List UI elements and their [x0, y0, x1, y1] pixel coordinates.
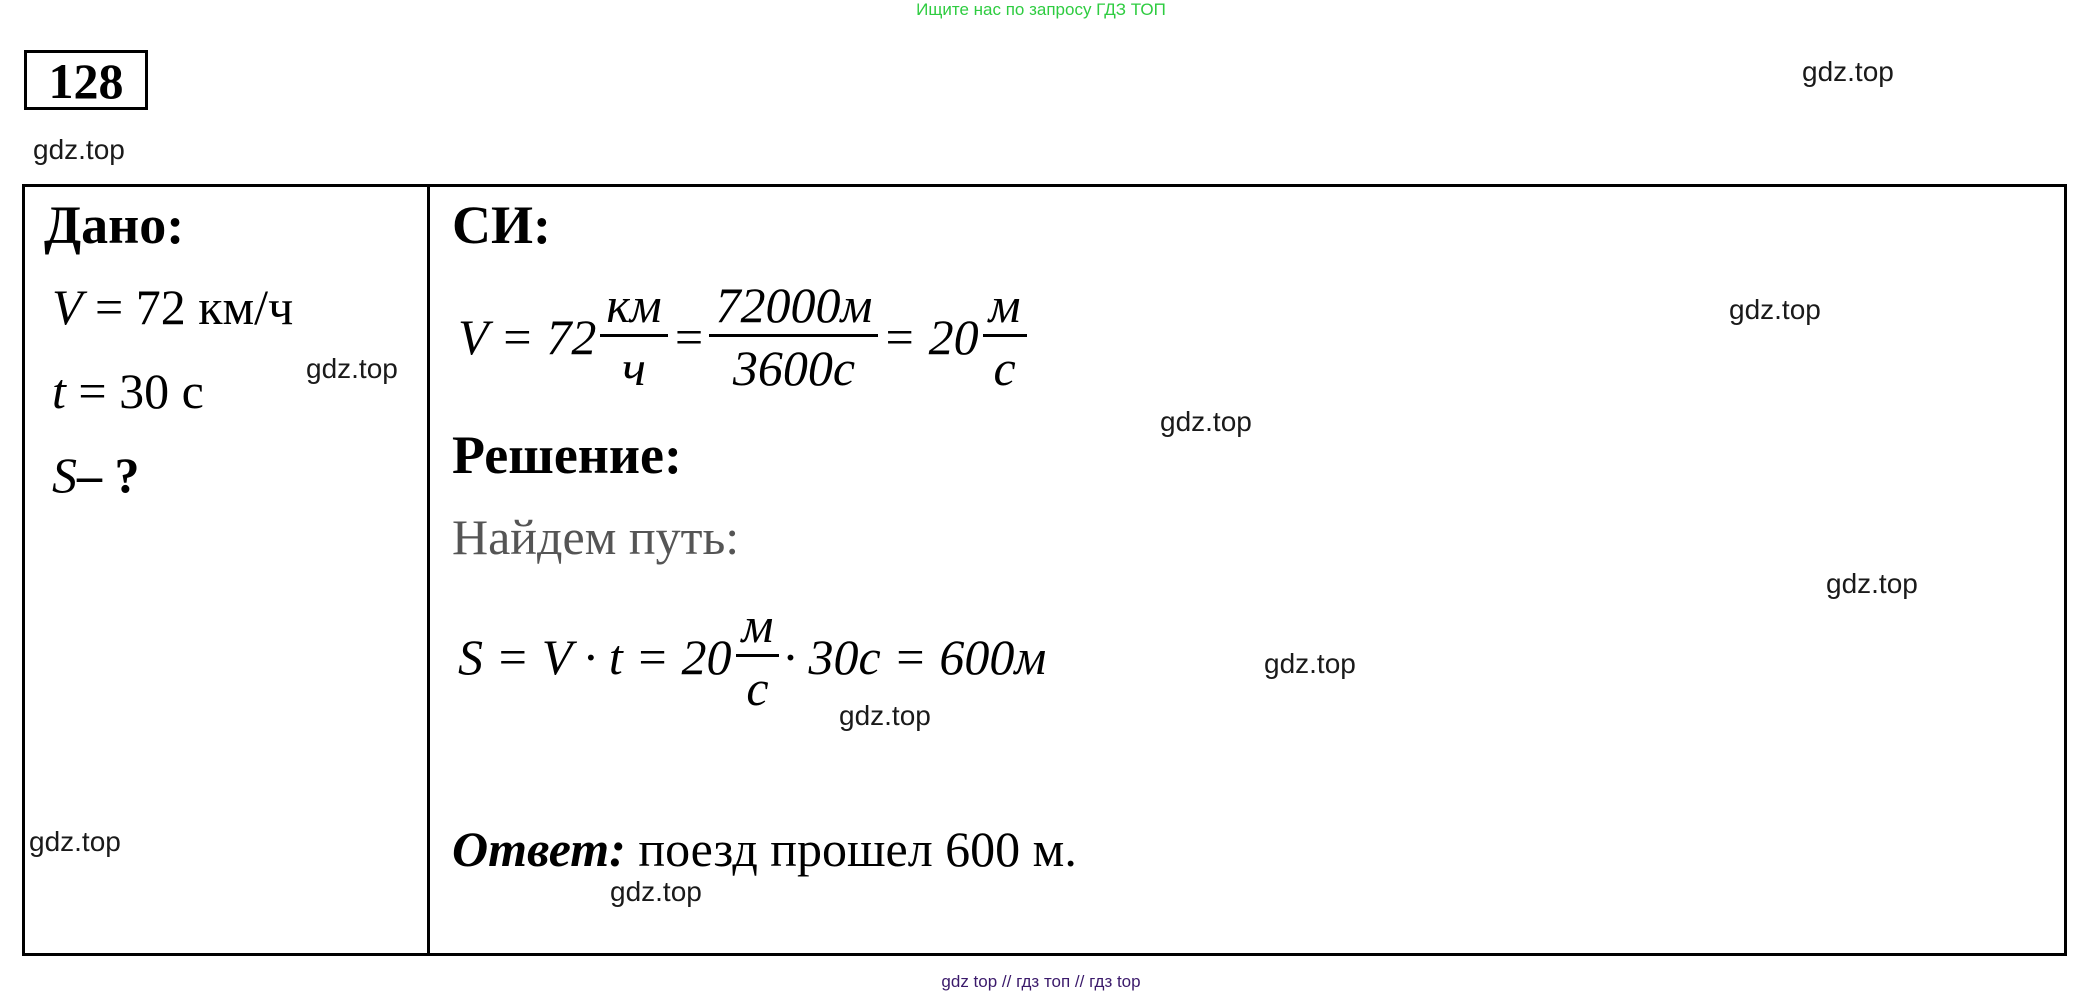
equation-lhs: S = V · t = 20: [458, 628, 732, 685]
given-distance: [52, 446, 140, 504]
watermark: gdz.top: [1802, 56, 1894, 87]
watermark: gdz.top: [1826, 568, 1918, 599]
watermark: gdz.top: [1160, 406, 1252, 437]
fraction-m-per-s: [736, 597, 780, 716]
fraction-denominator: с: [746, 660, 769, 716]
top-banner: Ищите нас по запросу ГДЗ ТОП: [916, 0, 1166, 19]
answer-label: Ответ:: [452, 821, 626, 877]
problem-number: 128: [24, 50, 148, 110]
watermark: gdz.top: [610, 876, 702, 907]
fraction-numerator: м: [983, 280, 1027, 337]
si-result: = 20: [882, 308, 979, 365]
column-divider: [427, 184, 430, 956]
footer-links: gdz top // гдз топ // гдз top: [941, 972, 1141, 991]
si-conversion-equation: [458, 277, 1031, 396]
fraction-denominator: ч: [622, 340, 646, 396]
time-symbol: t: [52, 363, 66, 419]
si-heading: СИ:: [452, 195, 551, 255]
equation-rhs: · 30с = 600м: [783, 628, 1047, 685]
time-value: = 30 с: [65, 363, 204, 419]
watermark: gdz.top: [1264, 648, 1356, 679]
given-velocity: [52, 278, 293, 336]
equals-sign: =: [671, 308, 706, 365]
watermark: gdz.top: [839, 700, 931, 731]
distance-symbol: S: [52, 447, 77, 503]
fraction-numerator: 72000м: [709, 280, 878, 337]
watermark: gdz.top: [29, 826, 121, 857]
solution-intro: Найдем путь:: [452, 509, 740, 565]
fraction-denominator: 3600с: [732, 340, 856, 396]
watermark: gdz.top: [1729, 294, 1821, 325]
answer-text: поезд прошел 600 м.: [625, 821, 1077, 877]
answer-line: [452, 820, 1077, 878]
fraction-numerator: м: [736, 600, 780, 657]
fraction-km-per-h: [600, 277, 667, 396]
distance-unknown: – ?: [77, 447, 140, 503]
solution-heading: Решение:: [452, 425, 682, 485]
watermark: gdz.top: [33, 134, 125, 165]
given-time: [52, 362, 204, 420]
fraction-denominator: с: [993, 340, 1016, 396]
fraction-numerator: км: [600, 280, 667, 337]
si-lhs: V = 72: [458, 308, 597, 365]
watermark: gdz.top: [306, 353, 398, 384]
given-heading: Дано:: [44, 195, 185, 255]
velocity-symbol: V: [52, 279, 83, 335]
velocity-value: = 72 км/ч: [82, 279, 294, 335]
fraction-72000m-per-3600s: [709, 277, 878, 396]
fraction-m-per-s: [983, 277, 1027, 396]
